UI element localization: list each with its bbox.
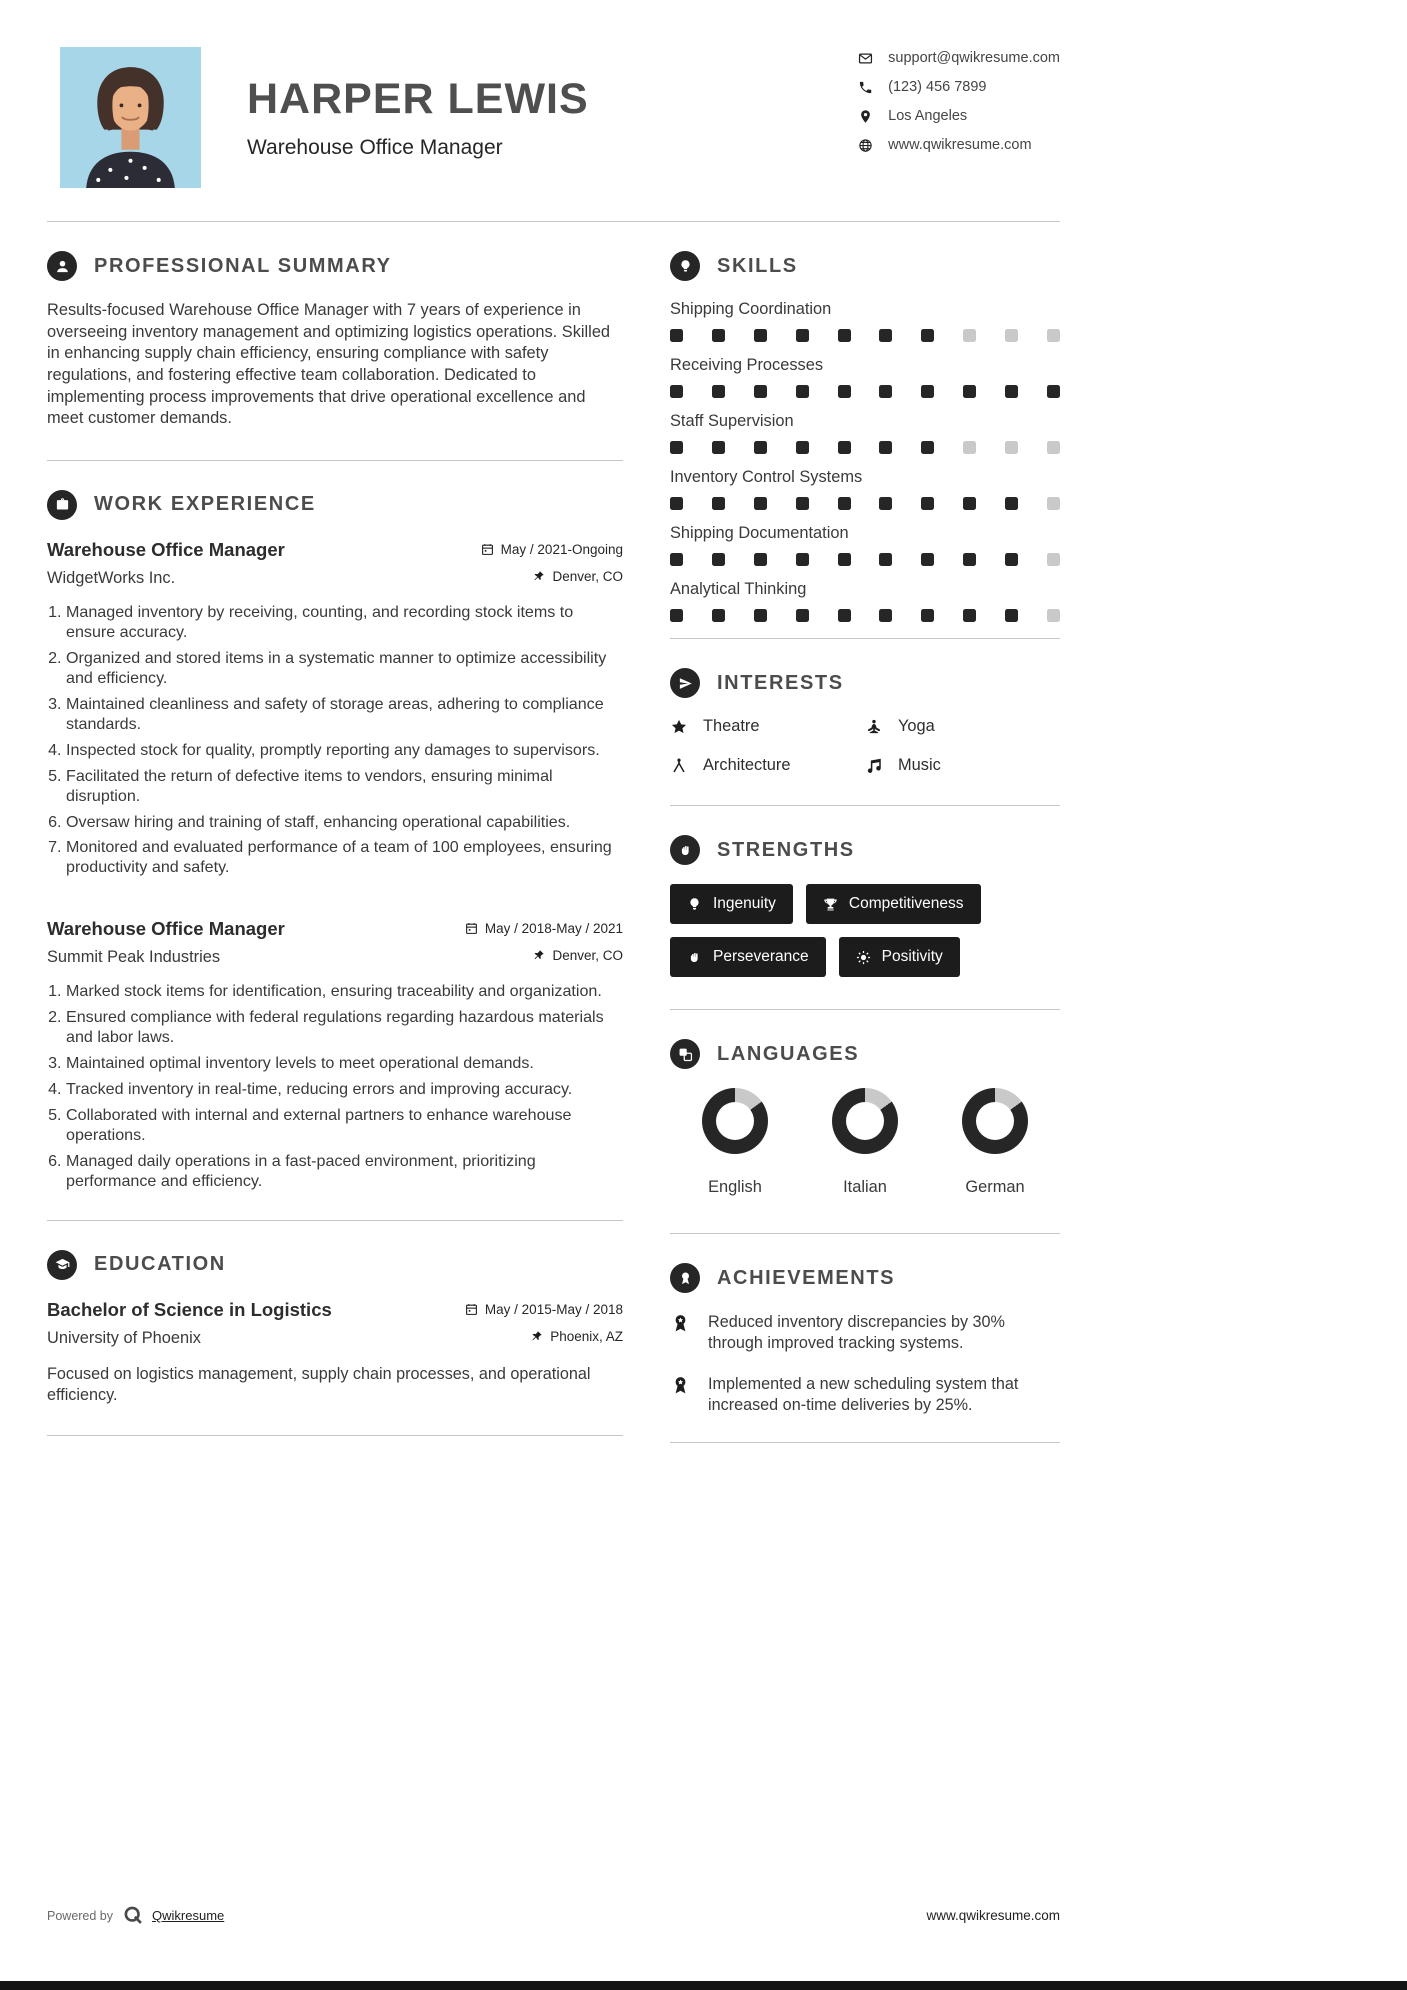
education-title-row [47,1299,623,1321]
section-work-experience [47,461,623,1192]
contact-item[interactable] [858,50,1060,66]
skill-square [712,385,725,398]
powered-by-label: Powered by [47,1908,114,1923]
skill-square [921,497,934,510]
section-achievements [670,1234,1060,1416]
skill-square [1005,385,1018,398]
school-name: University of Phoenix [47,1328,201,1347]
strength-badge [806,884,981,924]
strength-badge [670,884,793,924]
skill-square [921,441,934,454]
language-item [930,1088,1060,1197]
skill-square [838,497,851,510]
phone-icon [858,80,873,95]
job-bullet: 1. Managed inventory by receiving, counting, and recording stock items to ensure accuracy. [66,603,623,643]
job-bullet: 3. Maintained cleanliness and safety of storage areas, adhering to compliance standards. [66,695,623,735]
job-date [465,921,623,936]
section-interests [670,639,1060,775]
skill-square [921,553,934,566]
skill-square [1047,609,1060,622]
skill-name: Inventory Control Systems [670,468,863,486]
skill-square [796,329,809,342]
achievement-text: Implemented a new scheduling system that increased on-time deliveries by 25%. [708,1375,1019,1415]
skills-heading: SKILLS [717,254,798,277]
paper-plane-icon [670,668,700,698]
strength-badge [670,937,826,977]
skill-square [838,441,851,454]
summary-text: Results-focused Warehouse Office Manager with 7 years of experience in overseeing inventory management and optimizing logistics operations. Skilled in enhancing supply chain efficiency, ensuring compliance with safety regulations, and fostering effective team collaboration. Dedicated to implementing process improvements that drive operational excellence and meet customer demands. [47,301,611,428]
job-bullet: 6. Managed daily operations in a fast-paced environment, prioritizing performance and efficiency. [66,1152,623,1192]
interest-item [670,717,865,736]
contact-text: Los Angeles [888,108,968,124]
contact-text[interactable]: support@qwikresume.com [888,50,1060,66]
skill-square [1047,553,1060,566]
language-item [800,1088,930,1197]
skill-square [921,609,934,622]
skill-square [1005,441,1018,454]
skill-square [1047,329,1060,342]
section-header [47,1250,623,1280]
right-column [670,222,1060,1443]
skill-square [796,497,809,510]
skill-item [670,524,1060,566]
interest-list [670,717,1060,775]
skill-square [796,553,809,566]
language-icon [670,1039,700,1069]
section-header [47,490,623,520]
job-date [481,542,623,557]
skill-square [754,609,767,622]
skill-square [963,553,976,566]
date-text: May / 2018-May / 2021 [484,921,623,937]
skill-square [879,385,892,398]
section-header [670,668,1060,698]
section-divider [670,1442,1060,1443]
job-bullet: 3. Maintained optimal inventory levels to meet operational demands. [66,1054,623,1074]
calendar-icon [481,543,494,556]
date-text: May / 2015-May / 2018 [484,1301,623,1317]
candidate-job-title: Warehouse Office Manager [247,136,503,159]
email-icon [858,51,873,66]
briefcase-icon [47,490,77,520]
medal-icon [670,1375,691,1396]
skill-square [1005,497,1018,510]
contact-item [858,108,1060,124]
section-header [47,251,623,281]
skill-square [879,553,892,566]
job-bullet: 2. Ensured compliance with federal regulations regarding hazardous materials and labor laws. [66,1008,623,1048]
job-company-row [47,569,623,588]
job-bullet: 1. Marked stock items for identification, ensuring traceability and organization. [66,982,623,1002]
section-skills [670,222,1060,622]
skill-square [796,385,809,398]
job-bullet: 5. Collaborated with internal and external partners to enhance warehouse operations. [66,1106,623,1146]
skill-square [670,553,683,566]
company-name: WidgetWorks Inc. [47,568,176,587]
education-school-row [47,1329,623,1348]
avatar-illustration [60,47,201,188]
job-title: Warehouse Office Manager [47,918,285,940]
language-donut [962,1088,1028,1154]
pin-icon [532,949,545,962]
strength-label: Ingenuity [713,895,776,912]
medal-icon [670,1263,700,1293]
skill-square [712,609,725,622]
job-bullet: 4. Tracked inventory in real-time, reducing errors and improving accuracy. [66,1080,623,1100]
skill-level-indicator [670,385,1060,398]
job-bullet-list [47,603,623,878]
skill-square [712,441,725,454]
main-columns [47,222,1060,1443]
skill-square [963,385,976,398]
education-date [465,1302,623,1317]
skill-square [754,385,767,398]
language-label: German [965,1178,1025,1196]
skill-square [838,609,851,622]
section-languages [670,1010,1060,1197]
header [47,47,1060,188]
skill-square [1047,441,1060,454]
job-title-row [47,539,623,561]
trophy-icon [823,897,838,912]
section-header [670,251,1060,281]
music-note-icon [865,757,883,775]
skill-square [754,329,767,342]
fist-icon [670,835,700,865]
skill-square [838,385,851,398]
achievement-item [670,1312,1060,1354]
skill-square [1047,497,1060,510]
lightbulb-icon [687,897,702,912]
location-text: Denver, CO [552,568,623,584]
language-list [670,1088,1060,1197]
skill-item [670,300,1060,342]
skill-square [879,497,892,510]
language-item [670,1088,800,1197]
education-heading: EDUCATION [94,1253,226,1276]
sun-icon [856,950,871,965]
skill-square [921,385,934,398]
skill-square [963,329,976,342]
job-bullet: 2. Organized and stored items in a systematic manner to optimize accessibility and efficiency. [66,649,623,689]
yoga-icon [865,718,883,736]
skill-item [670,468,1060,510]
skill-square [670,441,683,454]
contact-text[interactable]: www.qwikresume.com [888,137,1032,153]
location-text: Denver, CO [552,948,623,964]
skill-square [712,329,725,342]
skill-level-indicator [670,609,1060,622]
job-bullet: 6. Oversaw hiring and training of staff, enhancing operational capabilities. [66,813,623,833]
resume-page [47,47,1060,1443]
skill-name: Staff Supervision [670,412,794,430]
company-name: Summit Peak Industries [47,948,221,967]
languages-heading: LANGUAGES [717,1042,860,1065]
job-entry [47,918,623,1192]
skill-level-indicator [670,441,1060,454]
person-icon [47,251,77,281]
skill-name: Receiving Processes [670,356,824,374]
achievements-heading: ACHIEVEMENTS [717,1266,896,1289]
skill-square [712,497,725,510]
job-bullet: 4. Inspected stock for quality, promptly reporting any damages to supervisors. [66,741,623,761]
skill-square [838,553,851,566]
strengths-heading: STRENGTHS [717,838,855,861]
job-title-row [47,918,623,940]
skill-square [1005,329,1018,342]
pin-icon [532,570,545,583]
graduation-cap-icon [47,1250,77,1280]
skill-name: Shipping Documentation [670,524,849,542]
job-title: Warehouse Office Manager [47,538,285,560]
strength-badge [839,937,960,977]
skill-square [1005,609,1018,622]
language-donut [702,1088,768,1154]
brand-link[interactable]: Qwikresume [152,1908,225,1923]
fist-icon [687,950,702,965]
skill-name: Analytical Thinking [670,580,807,598]
skill-item [670,580,1060,622]
job-company-row [47,948,623,967]
brand[interactable] [123,1905,224,1926]
star-icon [670,718,688,736]
contact-text: (123) 456 7899 [888,79,987,95]
skill-square [670,385,683,398]
interest-item [865,756,1060,775]
section-header [670,1039,1060,1069]
globe-icon [858,138,873,153]
left-column [47,222,623,1443]
footer-url-link[interactable]: www.qwikresume.com [926,1908,1060,1923]
strength-list [670,884,1060,977]
section-strengths [670,806,1060,977]
section-header [670,835,1060,865]
calendar-icon [465,922,478,935]
job-entry [47,539,623,878]
skill-item [670,412,1060,454]
calendar-icon [465,1303,478,1316]
skill-square [670,609,683,622]
degree-title: Bachelor of Science in Logistics [47,1298,332,1320]
language-label: Italian [843,1178,887,1196]
job-location [532,569,623,584]
skill-square [1047,385,1060,398]
section-header [670,1263,1060,1293]
footer [47,1905,1060,1926]
bottom-bar [0,1981,1407,1990]
skill-square [796,441,809,454]
skill-square [670,497,683,510]
skill-square [754,497,767,510]
experience-heading: WORK EXPERIENCE [94,493,316,516]
skill-level-indicator [670,553,1060,566]
skill-square [879,329,892,342]
skill-square [1005,553,1018,566]
strength-label: Positivity [881,948,943,965]
section-divider [47,1435,623,1436]
skill-list [670,300,1060,622]
profile-photo [60,47,201,188]
job-list [47,539,623,1192]
lightbulb-icon [670,251,700,281]
skill-item [670,356,1060,398]
skill-square [963,609,976,622]
skill-square [712,553,725,566]
skill-square [879,441,892,454]
education-description: Focused on logistics management, supply chain processes, and operational efficiency. [47,1364,591,1405]
achievement-text: Reduced inventory discrepancies by 30% through improved tracking systems. [708,1313,1005,1353]
interest-label: Architecture [703,756,791,774]
section-professional-summary [47,222,623,430]
skill-square [670,329,683,342]
job-location [532,948,623,963]
skill-square [963,441,976,454]
architecture-icon [670,757,688,775]
language-donut [832,1088,898,1154]
date-text: May / 2021-Ongoing [500,541,623,557]
pin-icon [530,1330,543,1343]
job-bullet-list [47,982,623,1192]
job-bullet: 7. Monitored and evaluated performance of a team of 100 employees, ensuring productivity and safety. [66,838,623,878]
location-pin-icon [858,109,873,124]
skill-square [796,609,809,622]
skill-square [838,329,851,342]
section-education [47,1221,623,1407]
education-location [530,1329,623,1344]
language-label: English [708,1178,762,1196]
contact-item [858,79,1060,95]
interest-label: Music [898,756,941,774]
achievement-list [670,1312,1060,1416]
summary-heading: PROFESSIONAL SUMMARY [94,254,392,277]
skill-square [754,553,767,566]
interest-item [670,756,865,775]
interest-label: Yoga [898,717,935,735]
medal-icon [670,1313,691,1334]
contact-item[interactable] [858,137,1060,153]
skill-level-indicator [670,329,1060,342]
interests-heading: INTERESTS [717,671,844,694]
strength-label: Competitiveness [848,895,964,912]
skill-name: Shipping Coordination [670,300,832,318]
contact-list [858,47,1060,153]
candidate-name: HARPER LEWIS [247,75,589,123]
skill-square [754,441,767,454]
skill-level-indicator [670,497,1060,510]
strength-label: Perseverance [713,948,809,965]
skill-square [879,609,892,622]
interest-item [865,717,1060,736]
qwikresume-logo-icon [123,1905,144,1926]
job-bullet: 5. Facilitated the return of defective items to vendors, ensuring minimal disruption. [66,767,623,807]
identity-block [247,47,589,160]
location-text: Phoenix, AZ [550,1328,623,1344]
skill-square [921,329,934,342]
skill-square [963,497,976,510]
interest-label: Theatre [703,717,760,735]
achievement-item [670,1374,1060,1416]
